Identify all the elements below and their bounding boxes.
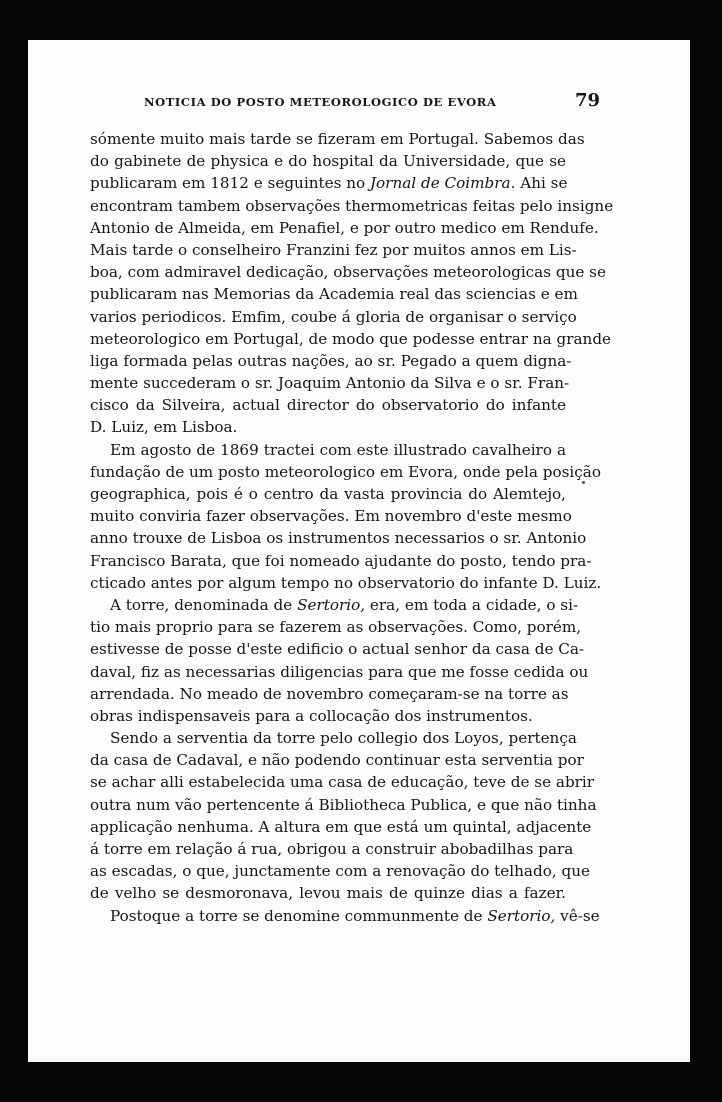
- text-line: publicaram nas Memorias da Academia real das sciencias e em: [90, 285, 578, 304]
- text-line: outra num vão pertencente á Bibliotheca Publica, e que não tinha: [90, 795, 597, 814]
- text-line: daval, fiz as necessarias diligencias para que me fosse cedida ou: [90, 662, 589, 681]
- text-line: encontram tambem observações thermometricas feitas pelo insigne: [90, 196, 614, 215]
- scan-border-right: [690, 0, 722, 1102]
- text-line: liga formada pelas outras nações, ao sr. Pegado a quem digna-: [90, 351, 572, 370]
- text-line: á torre em relação á rua, obrigou a construir abobadilhas para: [90, 840, 574, 858]
- italic-span: Sertorio,: [297, 595, 366, 614]
- text-line: Postoque a torre se denomine communmente de Sertorio, vê-se: [110, 906, 600, 925]
- text-line: varios periodicos. Emfim, coube á gloria de organisar o serviço: [90, 307, 577, 326]
- text-line: se achar alli estabelecida uma casa de educação, teve de se abrir: [90, 773, 595, 792]
- text-line: A torre, denominada de Sertorio, era, em toda a cidade, o si-: [110, 595, 579, 614]
- text-line: Em agosto de 1869 tractei com este illustrado cavalheiro a: [110, 440, 566, 459]
- scan-border-bottom: [0, 1062, 722, 1102]
- italic-span: Sertorio,: [487, 906, 556, 925]
- text-line: applicação nenhuma. A altura em que está um quintal, adjacente: [90, 817, 592, 836]
- text-line: Sendo a serventia da torre pelo collegio dos Loyos, pertença: [110, 729, 577, 748]
- text-line: estivesse de posse d'este edificio o actual senhor da casa de Ca-: [90, 640, 585, 659]
- text-line: arrendada. No meado de novembro começaram-se na torre as: [90, 684, 569, 703]
- text-line: de velho se desmoronava, levou mais de quinze dias a fazer.: [90, 884, 566, 903]
- text-line: Mais tarde o conselheiro Franzini fez por muitos annos em Lis-: [90, 240, 577, 259]
- text-line: publicaram em 1812 e seguintes no Jornal de Coimbra. Ahi se: [90, 174, 568, 193]
- text-line: cisco da Silveira, actual director do observatorio do infante: [90, 396, 566, 415]
- text-line: mente succederam o sr. Joaquim Antonio da Silva e o sr. Fran-: [90, 374, 570, 393]
- text-line: do gabinete de physica e do hospital da Universidade, que se: [90, 152, 566, 171]
- body-text: [90, 128, 614, 927]
- text-line: anno trouxe de Lisboa os instrumentos necessarios o sr. Antonio: [90, 529, 587, 548]
- text-line: fundação de um posto meteorologico em Evora, onde pela posição: [90, 462, 601, 481]
- italic-span: Jornal de Coimbra: [369, 174, 511, 193]
- scan-border-top: [0, 0, 722, 40]
- text-line: da casa de Cadaval, e não podendo continuar esta serventia por: [90, 751, 584, 770]
- page-number: 79: [574, 90, 600, 111]
- text-line: sómente muito mais tarde se fizeram em Portugal. Sabemos das: [90, 130, 585, 148]
- text-line: Francisco Barata, que foi nomeado ajudante do posto, tendo pra-: [90, 551, 592, 570]
- book-page: [28, 40, 690, 1062]
- text-line: Antonio de Almeida, em Penafiel, e por outro medico em Rendufe.: [90, 218, 599, 237]
- scan-border-left: [0, 0, 28, 1102]
- text-line: cticado antes por algum tempo no observatorio do infante D. Luiz.: [90, 573, 602, 592]
- text-line: as escadas, o que, junctamente com a renovação do telhado, que: [90, 862, 590, 881]
- text-line: boa, com admiravel dedicação, observações meteorologicas que se: [90, 263, 606, 282]
- running-title: NOTICIA DO POSTO METEOROLOGICO DE EVORA: [144, 95, 497, 109]
- ink-speck: [582, 481, 585, 484]
- text-line: obras indispensaveis para a collocação dos instrumentos.: [90, 706, 533, 725]
- text-line: geographica, pois é o centro da vasta provincia do Alemtejo,: [90, 485, 566, 503]
- text-line: meteorologico em Portugal, de modo que podesse entrar na grande: [90, 329, 612, 348]
- text-line: tio mais proprio para se fazerem as observações. Como, porém,: [90, 618, 582, 637]
- text-line: muito conviria fazer observações. Em novembro d'este mesmo: [90, 507, 572, 526]
- page-header: [100, 92, 600, 116]
- text-line: D. Luiz, em Lisboa.: [90, 418, 238, 437]
